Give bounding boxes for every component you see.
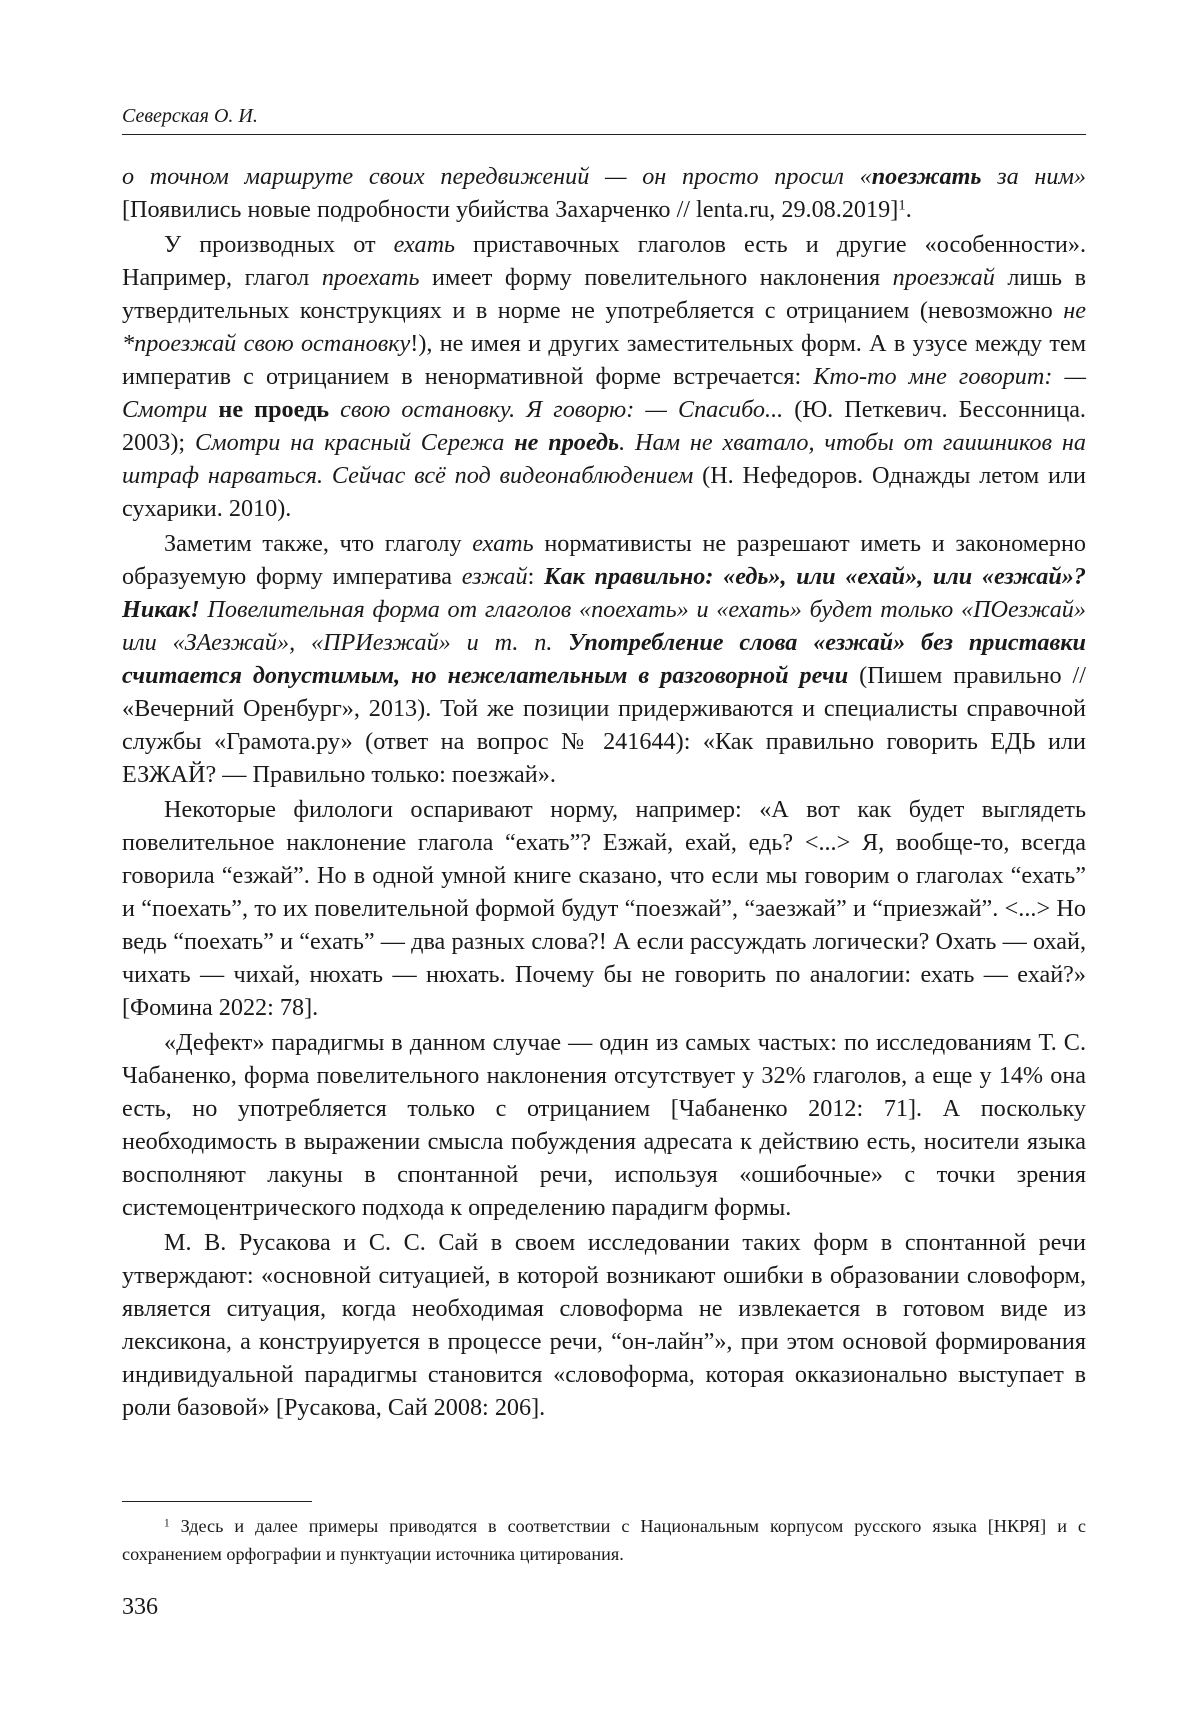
citation-text: о точном маршруте своих передвижений — он просто просил «поезжать за ним»	[122, 163, 1086, 190]
running-head: Северская О. И.	[122, 105, 258, 127]
footnote	[122, 1512, 1086, 1568]
footnote-marker: 1	[164, 1517, 170, 1530]
footnote-rule	[122, 1501, 312, 1502]
paragraph-5: «Дефект» парадигмы в данном случае — один из самых частых: по исследованиям Т. С. Чабаненко, форма повелительного наклонения отсутствует у 32% глаголов, а еще у 14% она есть, но употребляется только с отрицанием [Чабаненко 2012: 71]. А поскольку необходимость в выражении смысла побуждения адресата к действию есть, носители языка восполняют лакуны в спонтанной речи, используя «ошибочные» с точки зрения системоцентрического подхода к определению парадигм формы.	[122, 1029, 1086, 1221]
paragraph-3: Заметим также, что глаголу ехать нормативисты не разрешают иметь и закономерно образуемую форму императива езжай: Как правильно: «едь», или «ехай», или «езжай»? Никак! Повелительная форма от глаголов «поехать» и «ехать» будет только «ПОезжай» или «ЗАезжай», «ПРИезжай» и т. п. Употребление слова «езжай» без приставки считается допустимым, но нежелательным в разговорной речи (Пишем правильно // «Вечерний Оренбург», 2013). Той же позиции придерживаются и специалисты справочной службы «Грамота.ру» (ответ на вопрос № 241644): «Как правильно говорить ЕДЬ или ЕЗЖАЙ? — Правильно только: поезжай».	[122, 530, 1086, 788]
emphasis: поезжать	[871, 163, 982, 190]
footnote-text: Здесь и далее примеры приводятся в соответствии с Национальным корпусом русского языка [НКРЯ] и с сохранением орфографии и пунктуации источника цитирования.	[122, 1516, 1086, 1564]
paragraph-2: У производных от ехать приставочных глаголов есть и другие «особенности». Например, глагол проехать имеет форму повелительного наклонения проезжай лишь в утвердительных конструкциях и в норме не употребляется с отрицанием (невозможно не *проезжай свою остановку!), не имея и других заместительных форм. А в узусе между тем императив с отрицанием в ненормативной форме встречается: Кто-то мне говорит: — Смотри не проедь свою остановку. Я говорю: — Спасибо... (Ю. Петкевич. Бессонница. 2003); Смотри на красный Сережа не проедь. Нам не хватало, чтобы от гаишников на штраф нарваться. Сейчас всё под видеонаблюдением (Н. Нефедоров. Однажды летом или сухарики. 2010).	[122, 231, 1087, 522]
page-number: 336	[122, 1594, 158, 1620]
paragraph-6: М. В. Русакова и С. С. Сай в своем исследовании таких форм в спонтанной речи утверждают: «основной ситуацией, в которой возникают ошибки в образовании словоформ, является ситуация, когда необходимая словоформа не извлекается в готовом виде из лексикона, а конструируется в процессе речи, “он-лайн”», при этом основой формирования индивидуальной парадигмы становится «словоформа, которая окказионально выступает в роли базовой» [Русакова, Сай 2008: 206].	[122, 1229, 1086, 1421]
body-text	[122, 160, 1086, 1424]
footnote-ref: 1	[898, 197, 906, 214]
header-rule	[122, 134, 1086, 135]
paragraph-1: о точном маршруте своих передвижений — он просто просил «поезжать за ним» [Появились новые подробности убийства Захарченко // lenta.ru, 29.08.2019]$^1$.	[122, 163, 1086, 223]
paragraph-4: Некоторые филологи оспаривают норму, например: «А вот как будет выглядеть повелительное наклонение глагола “ехать”? Езжай, ехай, едь? <...> Я, вообще-то, всегда говорила “езжай”. Но в одной умной книге сказано, что если мы говорим о глаголах “ехать” и “поехать”, то их повелительной формой будут “поезжай”, “заезжай” и “приезжай”. <...> Но ведь “поехать” и “ехать” — два разных слова?! А если рассуждать логически? Охать — охай, чихать — чихай, нюхать — нюхать. Почему бы не говорить по аналогии: ехать — ехай?» [Фомина 2022: 78].	[122, 796, 1086, 1021]
